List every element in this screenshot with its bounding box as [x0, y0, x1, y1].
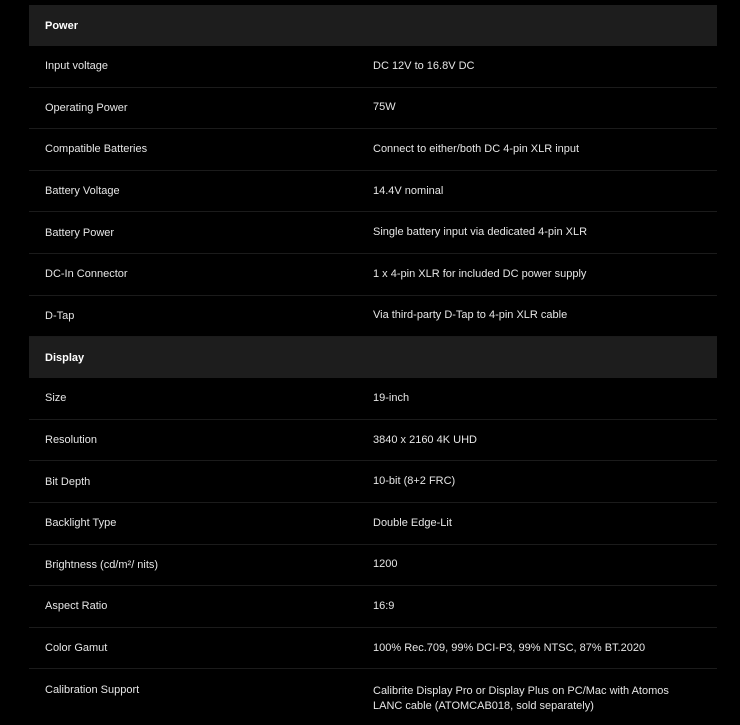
spec-value: Calibrite Display Pro or Display Plus on PC/Mac with Atomos LANC cable (ATOMCAB018, sold separately) — [373, 685, 669, 713]
spec-label: Input voltage — [45, 60, 108, 73]
spec-row — [29, 420, 717, 462]
spec-label: Backlight Type — [45, 517, 117, 530]
spec-value: 1 x 4-pin XLR for included DC power supply — [373, 267, 587, 280]
spec-label: Color Gamut — [45, 642, 108, 655]
spec-label: D-Tap — [45, 309, 75, 322]
spec-value: 100% Rec.709, 99% DCI-P3, 99% NTSC, 87% BT.2020 — [373, 641, 646, 654]
spec-value: 19-inch — [373, 391, 410, 404]
spec-value: DC 12V to 16.8V DC — [373, 59, 475, 72]
spec-label: Operating Power — [45, 101, 128, 114]
spec-value: 10-bit (8+2 FRC) — [373, 475, 456, 488]
spec-label: Bit Depth — [45, 475, 91, 488]
spec-row — [29, 378, 717, 420]
spec-value: Double Edge-Lit — [373, 516, 452, 529]
spec-row — [29, 545, 717, 587]
spec-value: Connect to either/both DC 4-pin XLR input — [373, 142, 580, 155]
spec-label: Size — [45, 392, 67, 405]
spec-value: 16:9 — [373, 599, 395, 612]
spec-row — [29, 129, 717, 171]
spec-label: Aspect Ratio — [45, 600, 108, 613]
spec-value: Via third-party D-Tap to 4-pin XLR cable — [373, 309, 568, 322]
spec-label: Resolution — [45, 434, 97, 447]
section-header-power: Power — [29, 5, 717, 46]
spec-label: Battery Power — [45, 226, 115, 239]
spec-value: 14.4V nominal — [373, 184, 444, 197]
spec-row — [29, 296, 717, 338]
spec-row — [29, 171, 717, 213]
spec-row — [29, 461, 717, 503]
spec-value: 75W — [373, 101, 396, 114]
spec-row — [29, 46, 717, 88]
spec-label: Compatible Batteries — [45, 143, 148, 156]
spec-table — [29, 5, 717, 725]
spec-value: 3840 x 2160 4K UHD — [373, 433, 477, 446]
spec-row — [29, 628, 717, 670]
spec-value: 1200 — [373, 558, 398, 571]
spec-row — [29, 212, 717, 254]
spec-row — [29, 88, 717, 130]
spec-row — [29, 669, 717, 725]
spec-row — [29, 586, 717, 628]
spec-row — [29, 254, 717, 296]
spec-label: Calibration Support — [45, 684, 140, 697]
spec-label: Battery Voltage — [45, 185, 120, 198]
spec-label: DC-In Connector — [45, 268, 128, 281]
spec-label: Brightness (cd/m²/ nits) — [45, 558, 159, 571]
spec-row — [29, 503, 717, 545]
spec-value: Single battery input via dedicated 4-pin XLR — [373, 226, 588, 239]
section-header-display: Display — [29, 337, 717, 378]
